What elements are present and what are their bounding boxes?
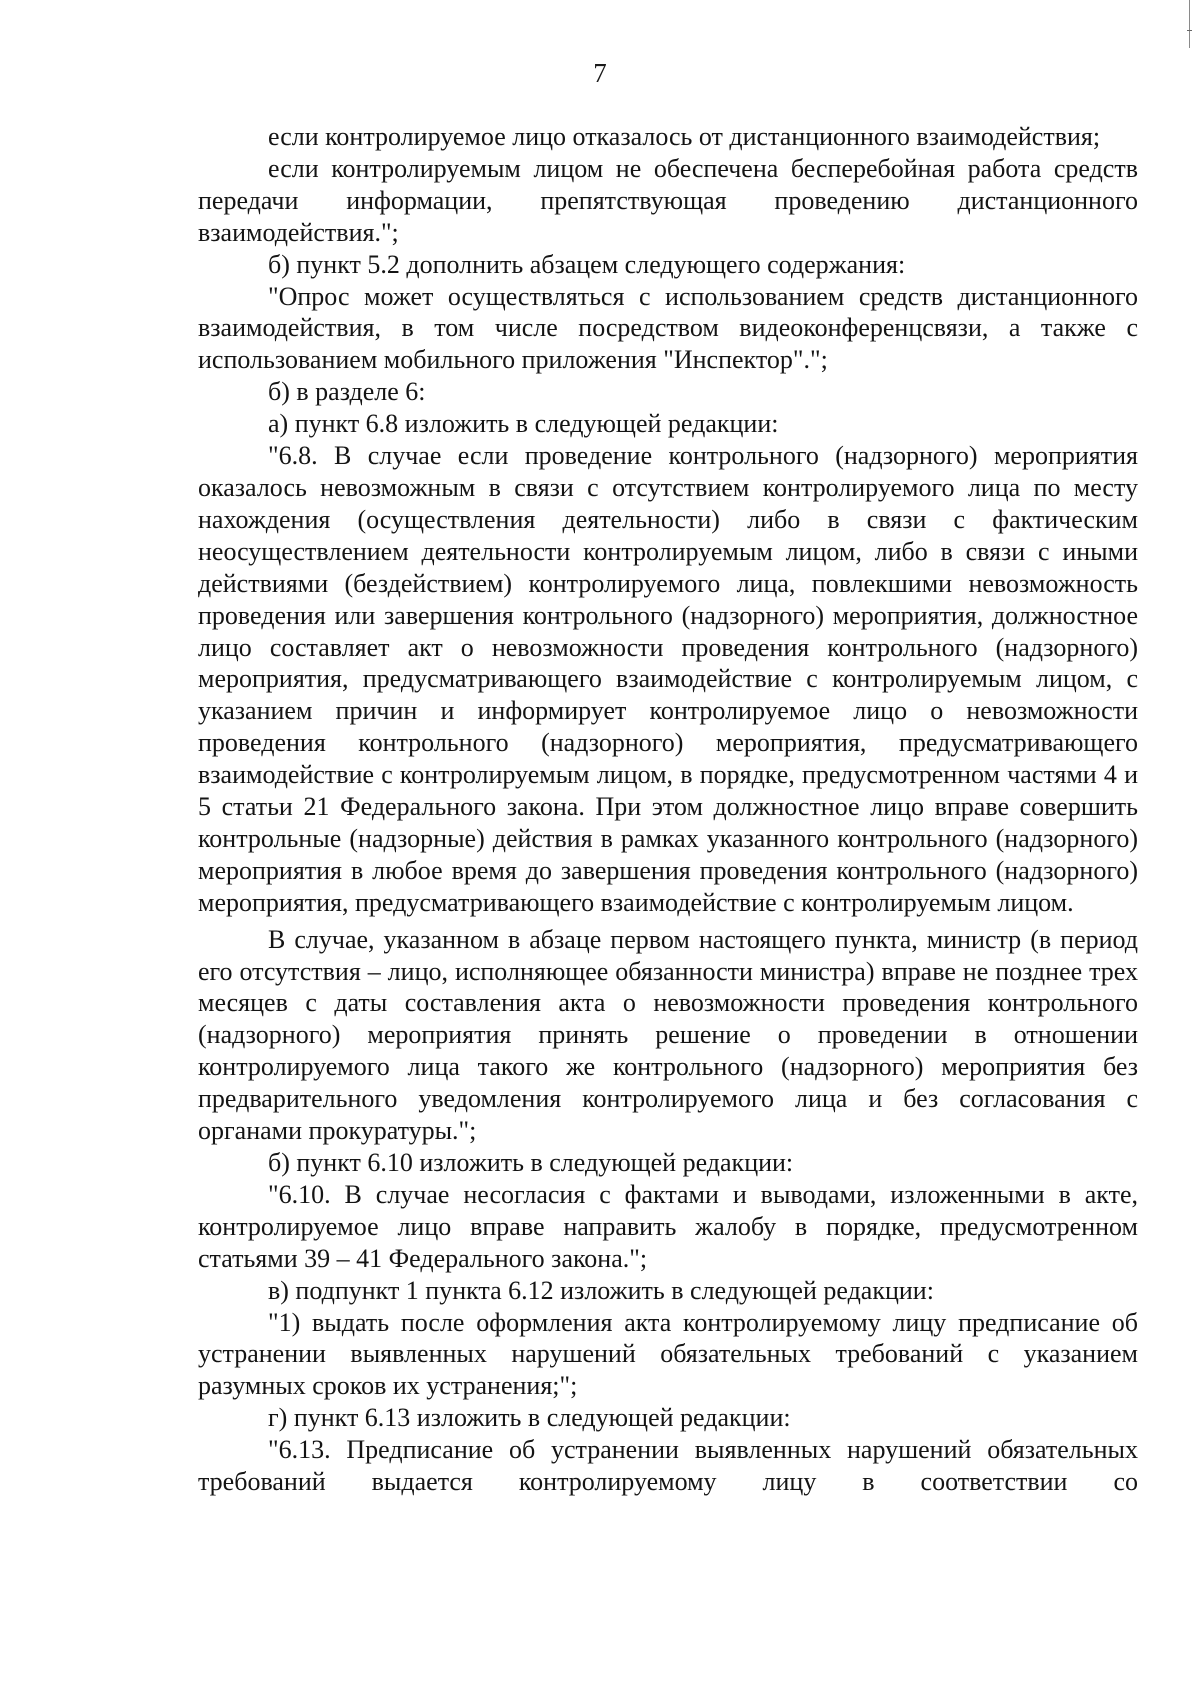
paragraph-refusal-of-remote-interaction: если контролируемое лицо отказалось от дистанционного взаимодействия; <box>268 122 1101 151</box>
paragraph-item-6-13-amendment: г) пункт 6.13 изложить в следующей редакции: <box>268 1403 791 1433</box>
document-body <box>198 121 1138 1498</box>
paragraph-item-6-12-text: "1) выдать после оформления акта контролируемому лицу предписание об устранении выявленных нарушений обязательных требований с указанием разумных сроков их устранения;"; <box>198 1307 1138 1401</box>
paragraph-item-6-10-amendment: б) пункт 6.10 изложить в следующей редакции: <box>268 1148 794 1177</box>
paragraph-item-5-2-amendment: б) пункт 5.2 дополнить абзацем следующего содержания: <box>268 249 906 279</box>
paragraph-item-6-10-text: "6.10. В случае несогласия с фактами и выводами, изложенными в акте, контролируемое лицо вправе направить жалобу в порядке, предусмотренном статьями 39 – 41 Федерального закона."; <box>198 1179 1138 1273</box>
scan-edge-dash <box>1187 30 1192 31</box>
paragraph-item-6-13-text: "6.13. Предписание об устранении выявленных нарушений обязательных требований выдается контролируемому лицу в соответствии со <box>198 1435 1138 1497</box>
paragraph-no-uninterrupted-transmission: если контролируемым лицом не обеспечена бесперебойная работа средств передачи информации, препятствующая проведению дистанционного взаимодействия."; <box>198 153 1138 247</box>
paragraph-section-6: б) в разделе 6: <box>268 377 426 407</box>
paragraph-minister-decision: В случае, указанном в абзаце первом настоящего пункта, министр (в период его отсутствия – лицо, исполняющее обязанности министра) вправе не позднее трех месяцев с даты составления акта о невозможности проведения контрольного (надзорного) мероприятия принять решение о проведении в отношении контролируемого лица такого же контрольного (надзорного) мероприятия без предварительного уведомления контролируемого лица и без согласования с органами прокуратуры."; <box>198 924 1138 1146</box>
paragraph-item-6-8-text: "6.8. В случае если проведение контрольного (надзорного) мероприятия оказалось невозможным в связи с отсутствием контролируемого лица по месту нахождения (осуществления деятельности) либо в связи с фактическим неосуществлением деятельности контролируемым лицом, либо в связи с иными действиями (бездействием) контролируемого лица, повлекшими невозможность проведения или завершения контрольного (надзорного) мероприятия, должностное лицо составляет акт о невозможности проведения контрольного (надзорного) мероприятия, предусматривающего взаимодействие с контролируемым лицом, с указанием причин и информирует контролируемое лицо о невозможности проведения контрольного (надзорного) мероприятия, предусматривающего взаимодействие с контролируемым лицом, в порядке, предусмотренном частями 4 и 5 статьи 21 Федерального закона. При этом должностное лицо вправе совершить контрольные (надзорные) действия в рамках указанного контрольного (надзорного) мероприятия в любое время до завершения проведения контрольного (надзорного) мероприятия, предусматривающего взаимодействие с контролируемым лицом. <box>198 441 1138 917</box>
paragraph-item-6-12-amendment: в) подпункт 1 пункта 6.12 изложить в следующей редакции: <box>268 1275 934 1305</box>
page-number: 7 <box>593 58 607 88</box>
paragraph-item-6-8-amendment: а) пункт 6.8 изложить в следующей редакции: <box>268 409 779 439</box>
paragraph-survey-remote-means: "Опрос может осуществляться с использованием средств дистанционного взаимодействия, в том числе посредством видеоконференцсвязи, а также с использованием мобильного приложения "Инспектор"."; <box>198 281 1138 375</box>
scan-edge-mark <box>1189 0 1190 48</box>
